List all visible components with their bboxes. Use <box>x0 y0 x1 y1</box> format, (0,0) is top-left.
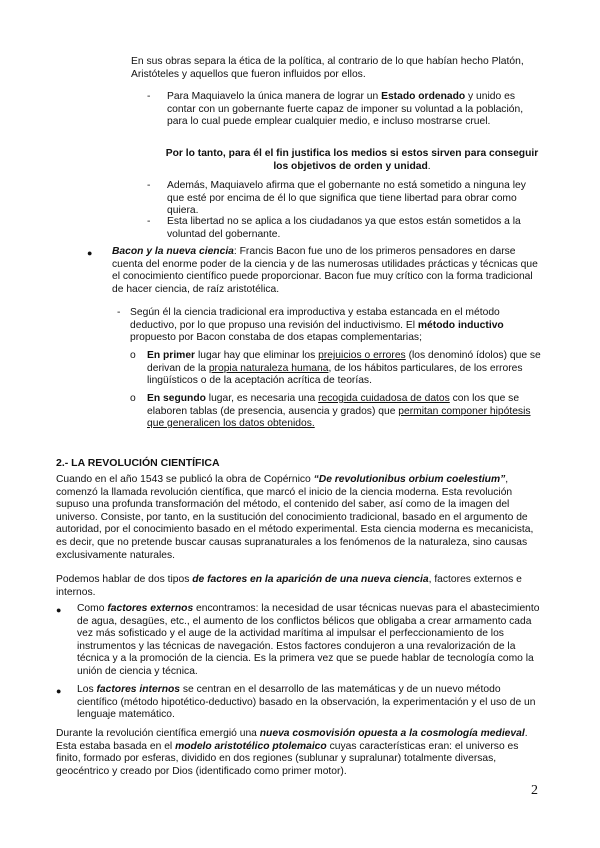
factores-internos-item: Los factores internos se centran en el desarrollo de las matemáticas y de un nuevo método científico (método hipotético-deductivo) basado en la observación, la experimentación y el uso de un lenguaje matemático. <box>77 684 536 721</box>
intro-paragraph <box>131 56 531 81</box>
bacon-paragraph: Bacon y la nueva ciencia: Francis Bacon fue uno de los primeros pensadores en darse cuenta del enorme poder de la ciencia y de las numerosas utilidades prácticas y técnicas que el conocimiento científico puede proporcionar. Bacon fue muy crítico con la forma tradicional de hacer ciencia, de raíz aristotélica. <box>112 246 538 295</box>
cosmovision-paragraph: Durante la revolución científica emergió una nueva cosmovisión opuesta a la cosmología medieval. Esta estaba basada en el modelo aristotélico ptolemaico cuyas características eran: el universo es finito, formado por esferas, dividido en dos regiones (sublunar y supralunar) totalmente diversas, geocéntrico y creado por Dios (identificado como primer motor). <box>56 728 528 777</box>
page-number: 2 <box>531 783 538 798</box>
section-heading: 2.- LA REVOLUCIÓN CIENTÍFICA <box>56 457 220 469</box>
factores-externos-item: Como factores externos encontramos: la necesidad de usar técnicas nuevas para el abastecimiento de agua, desagües, etc., el aumento de los conflictos bélicos que obligaba a crear armamento cada vez más sofisticado y el auge de la actividad marítima al impulsar el perfeccionamiento de los instrumentos y las técnicas de navegación. Estos factores condujeron a una revalorización de la técnica y a la promoción de la ciencia. Es la primera vez que se puede hablar de tecnología como la unión de ciencia y técnica. <box>77 603 540 677</box>
bacon-title: Bacon y la nueva ciencia <box>112 246 234 257</box>
dash-marker: - <box>147 91 151 102</box>
emphasis-estado-ordenado: Estado ordenado <box>381 91 466 102</box>
emphasis-metodo-inductivo: método inductivo <box>417 319 504 331</box>
bacon-step-primer: En primer lugar hay que eliminar los prejuicios o errores (los denominó ídolos) que se derivan de la propia naturaleza humana, de los hábitos particulares, de los errores lingüísticos o de la aceptación acrítica de teorías. <box>147 350 541 387</box>
dash-item-ley: Además, Maquiavelo afirma que el gobernante no está sometido a ninguna ley que esté por encima de él lo que significa que tiene libertad para obrar como quiera. <box>167 180 526 217</box>
dash-marker: - <box>117 307 121 318</box>
circle-marker: o <box>130 393 136 404</box>
bacon-inductivismo: Según él la ciencia tradicional era improductiva y estaba estancada en el método deductivo, por lo que propuso una revisión del inductivismo. El método inductivo propuesto por Bacon constaba de dos etapas complementarias; <box>130 307 504 344</box>
dash-marker: - <box>147 180 151 191</box>
revolucion-paragraph: Cuando en el año 1543 se publicó la obra de Copérnico “De revolutionibus orbium coelestium”, comenzó la llamada revolución científica, que marcó el inicio de la ciencia moderna. Esta revolución supuso una profunda transformación del método, el contenido del saber, así como de la imagen del universo. Consiste, por tanto, en la sustitución del conocimiento tradicional, basado en el argumento de autoridad, por el conocimiento basado en el método experimental. Esta ciencia moderna es mecanicista, es decir, que no pretende buscar causas supranaturales a los fenómenos de la naturaleza, sino causas exclusivamente naturales. <box>56 474 534 561</box>
work-title: “De revolutionibus orbium coelestium” <box>313 474 506 485</box>
circle-marker: o <box>130 350 136 361</box>
bullet-icon: ● <box>56 605 62 615</box>
bullet-icon: ● <box>56 686 62 696</box>
bullet-icon: ● <box>87 248 93 258</box>
bold-centered-statement: Por lo tanto, para él el fin justifica los medios si estos sirven para conseguir los objetivos de orden y unidad. <box>165 148 539 172</box>
factores-paragraph: Podemos hablar de dos tipos de factores en la aparición de una nueva ciencia, factores externos e internos. <box>56 574 522 598</box>
intro-text: En sus obras separa la ética de la política, al contrario de lo que habían hecho Platón, Aristóteles y aquellos que fueron influidos por ellos. <box>131 56 524 80</box>
dash-marker: - <box>147 216 151 227</box>
dash-item-libertad: Esta libertad no se aplica a los ciudadanos ya que estos están sometidos a la voluntad del gobernante. <box>167 216 521 240</box>
dash-item-estado: Para Maquiavelo la única manera de lograr un Estado ordenado y unido es contar con un gobernante fuerte capaz de imponer su voluntad a la población, para lo cual puede emplear cualquier medio, e incluso mostrarse cruel. <box>167 91 524 128</box>
bacon-step-segundo: En segundo lugar, es necesaria una recogida cuidadosa de datos con los que se elaboren tablas (de presencia, ausencia y grados) que permitan componer hipótesis que generalicen los datos obtenidos. <box>147 393 531 430</box>
